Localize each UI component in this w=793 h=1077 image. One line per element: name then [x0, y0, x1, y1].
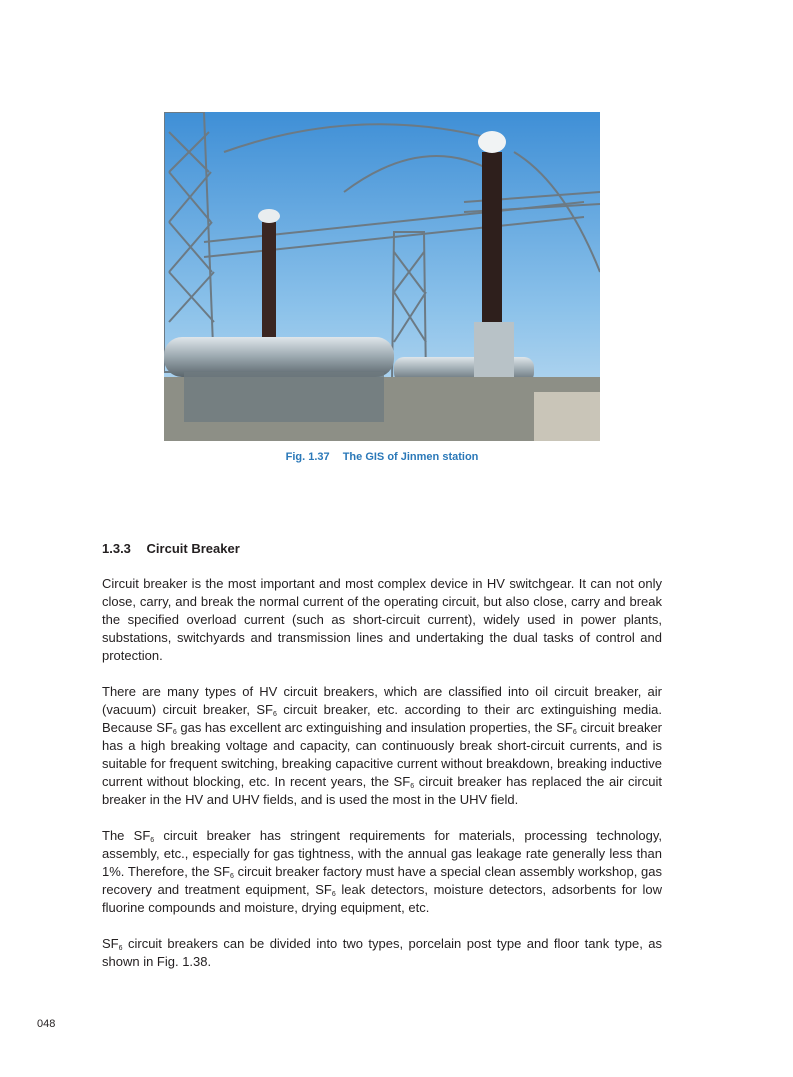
- text-segment: There are many types of HV circuit breakers, which are classified into oil circuit breaker, air (vacuum) circuit breaker, SF: [102, 684, 662, 717]
- paragraph: [102, 683, 662, 809]
- text-segment: The SF: [102, 828, 151, 843]
- paragraph: [102, 575, 662, 665]
- page-number: 048: [37, 1018, 56, 1030]
- gis-station-photo: [164, 112, 600, 441]
- text-segment: gas has excellent arc extinguishing and insulation properties, the SF: [176, 720, 573, 735]
- text-segment: circuit breakers can be divided into two types, porcelain post type and floor tank type, as shown in Fig. 1.38.: [102, 936, 662, 969]
- subscript: 6: [150, 837, 155, 844]
- subscript: 6: [172, 729, 177, 736]
- figure-caption: [164, 451, 600, 463]
- text-segment: leak detectors, moisture detectors, adsorbents for low fluorine compounds and moisture, drying equipment, etc.: [102, 882, 662, 915]
- paragraph: [102, 827, 662, 917]
- body-text: [102, 575, 662, 989]
- figure-number: Fig. 1.37: [285, 451, 330, 463]
- text-segment: circuit breaker has replaced the air circuit breaker in the HV and UHV fields, and is used the most in the UHV field.: [102, 774, 662, 807]
- paragraph: [102, 935, 662, 971]
- figure-title: The GIS of Jinmen station: [342, 451, 479, 463]
- section-number: 1.3.3: [102, 541, 131, 556]
- section-heading: [102, 541, 240, 556]
- gis-photo-illustration: [164, 112, 600, 441]
- text-segment: circuit breaker has stringent requirements for materials, processing technology, assembly, etc., especially for gas tightness, with the annual gas leakage rate generally less than 1%. Therefore, the SF: [102, 828, 662, 879]
- subscript: 6: [331, 891, 336, 898]
- subscript: 6: [118, 945, 123, 952]
- text-segment: circuit breaker has a high breaking voltage and capacity, can continuously break short-circuit currents, and is suitable for frequent switching, breaking capacitive current without breakdown, breaking inductive current without blocking, etc. In recent years, the SF: [102, 720, 662, 789]
- text-segment: circuit breaker factory must have a special clean assembly workshop, gas recovery and treatment equipment, SF: [102, 864, 662, 897]
- subscript: 6: [272, 711, 277, 718]
- subscript: 6: [572, 729, 577, 736]
- text-segment: SF: [102, 936, 119, 951]
- text-segment: circuit breaker, etc. according to their arc extinguishing media. Because SF: [102, 702, 663, 735]
- subscript: 6: [229, 873, 234, 880]
- subscript: 6: [410, 783, 415, 790]
- section-title: Circuit Breaker: [146, 541, 240, 556]
- text-segment: Circuit breaker is the most important and most complex device in HV switchgear. It can not only close, carry, and break the normal current of the operating circuit, but also close, carry and break the specified overload current (such as short-circuit current), widely used in power plants, substations, switchyards and transmission lines and undertaking the dual tasks of control and protection.: [102, 576, 662, 663]
